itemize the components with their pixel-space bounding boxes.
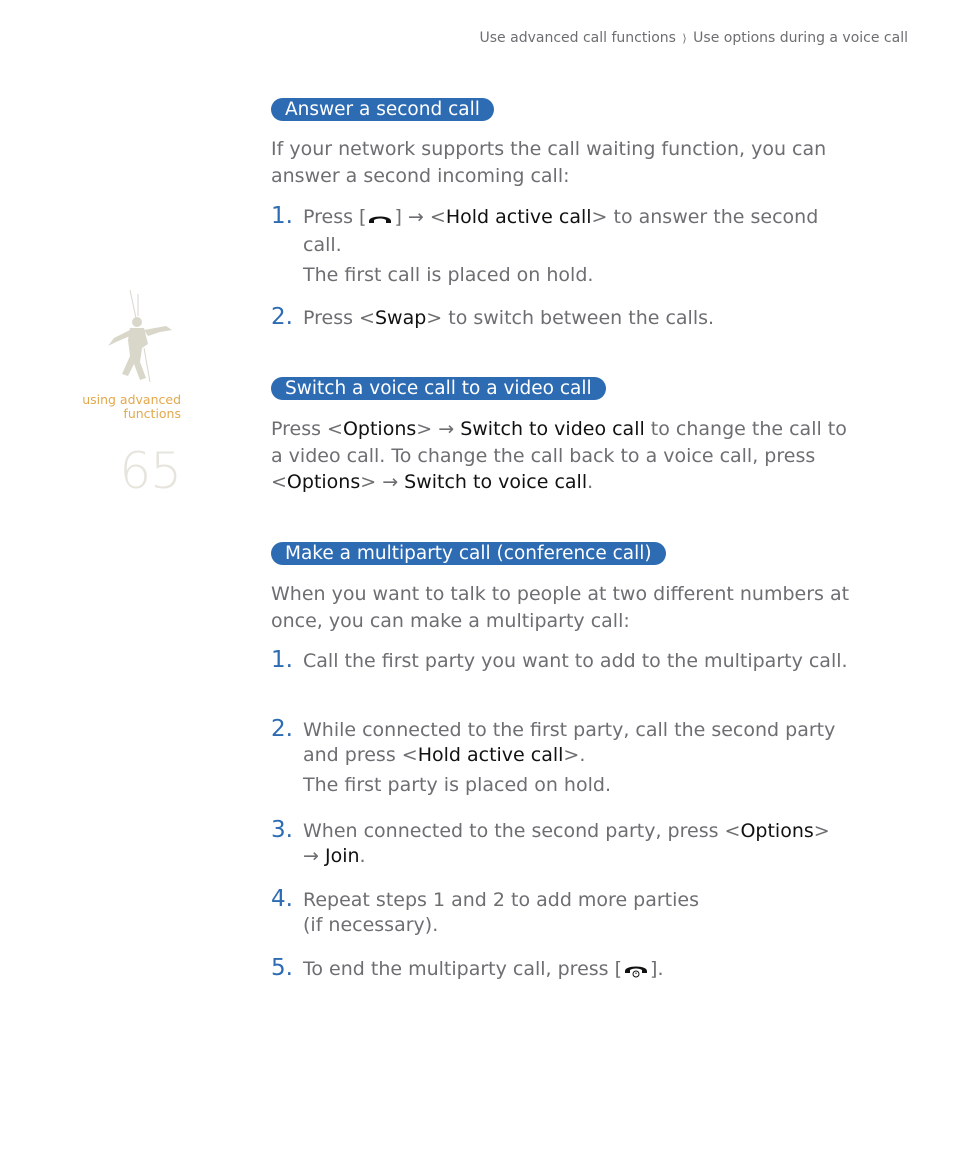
caption-line-1: using advanced [82, 392, 181, 407]
answer-intro: If your network supports the call waiting function, you can answer a second incoming call: [271, 138, 827, 187]
step-text-part: ] → < [394, 206, 446, 228]
text-part: to change the call to a video call. To change the call back to a voice call, press < [271, 418, 847, 493]
multiparty-step-3 [271, 819, 851, 869]
step-number: 2. [271, 304, 293, 330]
step-text-part: While connected to the first party, call the second party and press < [303, 719, 836, 766]
section-title-multiparty-call: Make a multiparty call (conference call) [271, 542, 666, 565]
step-text [303, 205, 851, 258]
step-text-part: To end the multiparty call, press [ [303, 958, 623, 980]
text-part: > → [360, 471, 405, 493]
step-text [303, 306, 851, 331]
text-part: Press < [271, 418, 343, 440]
header-section: Use options during a voice call [693, 30, 908, 46]
step-text-part: Press [ [303, 206, 367, 228]
section-title-switch-to-video: Switch a voice call to a video call [271, 377, 606, 400]
caption-line-2: functions [123, 406, 181, 421]
step-text [303, 957, 851, 985]
softkey-hold-active-call: Hold active call [417, 744, 564, 766]
softkey-options: Options [286, 471, 361, 493]
video-paragraph [271, 416, 851, 496]
step-number: 5. [271, 955, 293, 981]
step-text: Call the first party you want to add to the multiparty call. [303, 650, 848, 672]
hanging-figure-illustration [100, 290, 180, 394]
page-header [480, 30, 908, 46]
sidebar-caption [60, 393, 181, 421]
menu-switch-to-video-call: Switch to video call [460, 418, 645, 440]
step-text-part: > to answer the second call. [303, 206, 819, 256]
step-number: 2. [271, 716, 293, 742]
softkey-options: Options [342, 418, 417, 440]
step-text-part: . [359, 845, 366, 867]
step-text [303, 888, 851, 938]
header-separator: ⟩ [682, 32, 687, 45]
step-text-part: ]. [650, 958, 664, 980]
step-text-part: > → [303, 820, 830, 867]
step-number: 1. [271, 203, 293, 229]
menu-join: Join [324, 845, 360, 867]
text-part: > → [416, 418, 461, 440]
step-text-line: (if necessary). [303, 914, 439, 936]
step-text-line: Repeat steps 1 and 2 to add more parties [303, 889, 700, 911]
multiparty-intro: When you want to talk to people at two different numbers at once, you can make a multiparty call: [271, 583, 850, 632]
answer-step-1 [271, 205, 851, 288]
step-text-part: When connected to the second party, press < [303, 820, 741, 842]
step-note: The first call is placed on hold. [303, 264, 594, 286]
header-chapter: Use advanced call functions [479, 30, 676, 46]
step-note: The first party is placed on hold. [303, 774, 611, 796]
multiparty-step-4 [271, 888, 851, 938]
multiparty-step-5 [271, 957, 851, 985]
multiparty-step-2 [271, 718, 851, 798]
phone-send-key-icon [366, 208, 394, 233]
page-number: 65 [119, 442, 181, 500]
step-text-part: > to switch between the calls. [426, 307, 715, 329]
step-text-part: >. [563, 744, 586, 766]
softkey-hold-active-call: Hold active call [445, 206, 592, 228]
multiparty-step-1 [271, 649, 851, 674]
step-number: 3. [271, 817, 293, 843]
step-text-part: Press < [303, 307, 375, 329]
step-text [303, 718, 851, 768]
text-part: . [587, 471, 594, 493]
phone-end-key-icon [622, 960, 650, 985]
softkey-swap: Swap [374, 307, 427, 329]
section-title-answer-second-call: Answer a second call [271, 98, 494, 121]
step-number: 1. [271, 647, 293, 673]
step-text [303, 819, 851, 869]
menu-switch-to-voice-call: Switch to voice call [404, 471, 588, 493]
answer-step-2 [271, 306, 851, 331]
step-number: 4. [271, 886, 293, 912]
softkey-options: Options [740, 820, 814, 842]
